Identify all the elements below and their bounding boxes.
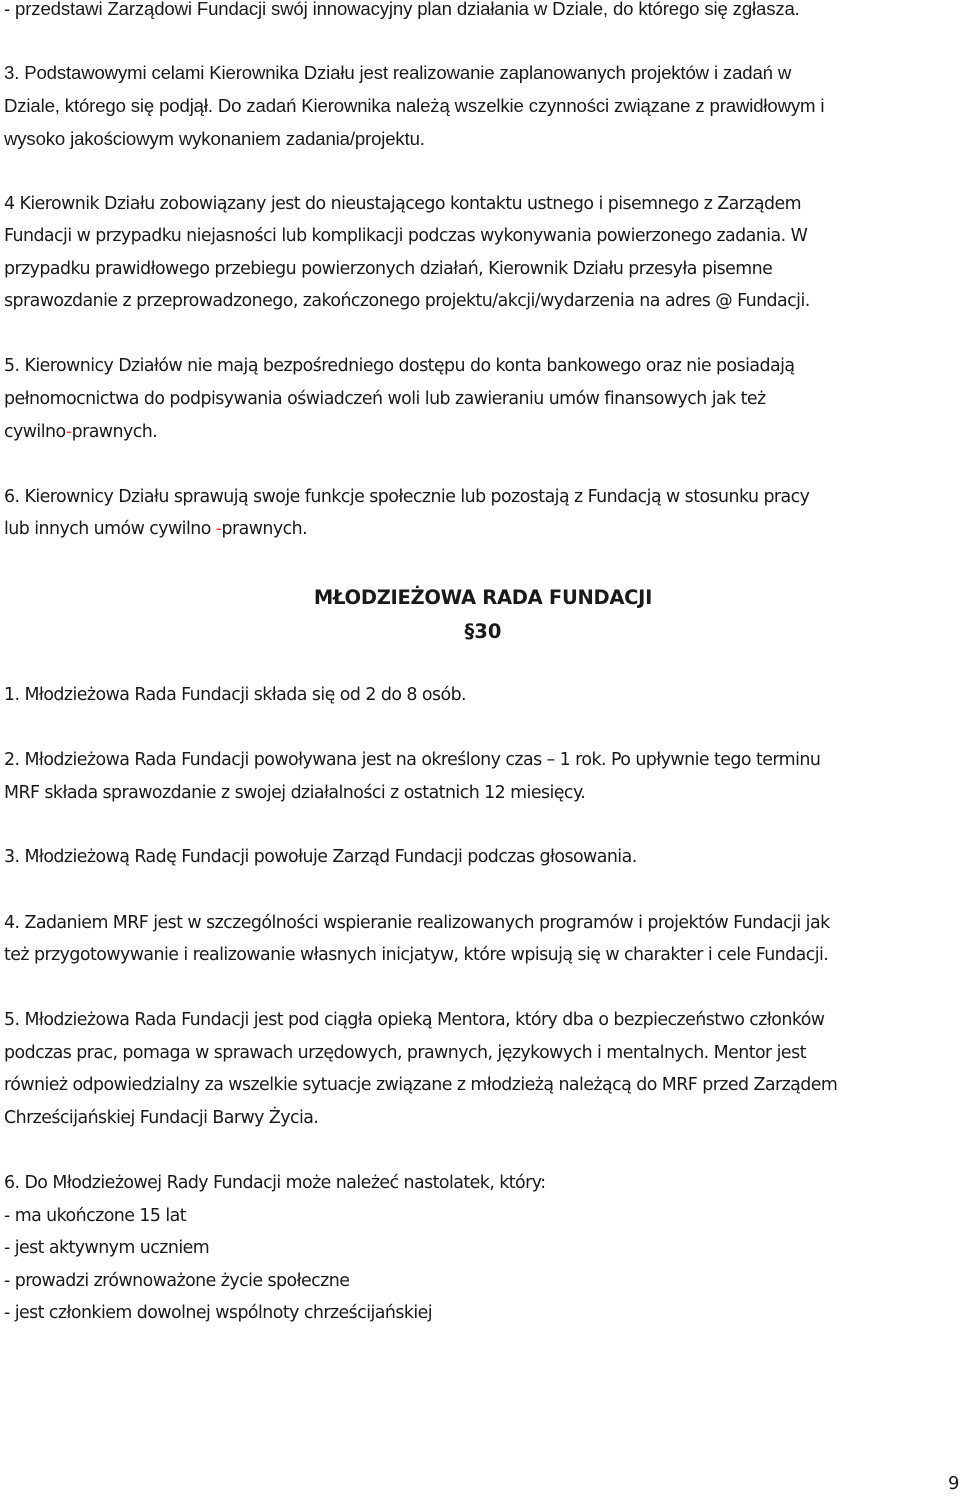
list-item: - prowadzi zrównoważone życie społeczne — [4, 1271, 350, 1291]
dept-point-5-line-1: 5. Kierownicy Działów nie mają bezpośredniego dostępu do konta bankowego oraz nie posiadają — [4, 356, 795, 376]
dept-point-4-line-2: Fundacji w przypadku niejasności lub komplikacji podczas wykonywania powierzonego zadania. W — [4, 226, 808, 246]
dept-point-4-line-4: sprawozdanie z przeprowadzonego, zakończonego projektu/akcji/wydarzenia na adres @ Fundacji. — [4, 291, 810, 311]
dept-point-2-tail: - przedstawi Zarządowi Fundacji swój innowacyjny plan działania w Dziale, do którego się zgłasza. — [4, 0, 800, 19]
section-paragraph-number: §30 — [464, 620, 502, 643]
list-item: - jest członkiem dowolnej wspólnoty chrześcijańskiej — [4, 1303, 433, 1323]
mrf-point-5-line-3: również odpowiedzialny za wszelkie sytuacje związane z młodzieżą należącą do MRF przed Zarządem — [4, 1075, 838, 1095]
dept-point-5-line-3 — [4, 422, 157, 442]
mrf-point-2-line-2: MRF składa sprawozdanie z swojej działalności z ostatnich 12 miesięcy. — [4, 783, 586, 803]
mrf-point-4-line-2: też przygotowywanie i realizowanie własnych inicjatyw, które wpisują się w charakter i cele Fundacji. — [4, 945, 829, 965]
mrf-point-5-line-4: Chrześcijańskiej Fundacji Barwy Życia. — [4, 1108, 319, 1128]
mrf-point-5-line-1: 5. Młodzieżowa Rada Fundacji jest pod ciągła opieką Mentora, który dba o bezpieczeństwo członków — [4, 1010, 825, 1030]
mrf-point-5-line-2: podczas prac, pomaga w sprawach urzędowych, prawnych, językowych i mentalnych. Mentor jest — [4, 1043, 806, 1063]
dept-point-5-line-2: pełnomocnictwa do podpisywania oświadczeń woli lub zawieraniu umów finansowych jak też — [4, 389, 766, 409]
dept-point-3-line-2: Dziale, którego się podjął. Do zadań Kierownika należą wszelkie czynności związane z prawidłowym i — [4, 95, 825, 116]
page-number: 9 — [948, 1473, 960, 1494]
dept-point-5-word-a: cywilno — [4, 422, 66, 442]
mrf-point-4-line-1: 4. Zadaniem MRF jest w szczególności wspieranie realizowanych programów i projektów Fundacji jak — [4, 913, 830, 933]
dept-point-5-word-b: prawnych. — [71, 422, 158, 442]
mrf-point-2-line-1: 2. Młodzieżowa Rada Fundacji powoływana jest na określony czas – 1 rok. Po upływnie tego terminu — [4, 750, 821, 770]
red-hyphen: - — [215, 519, 222, 539]
section-heading: MŁODZIEŻOWA RADA FUNDACJI — [313, 586, 653, 609]
mrf-point-1: 1. Młodzieżowa Rada Fundacji składa się od 2 do 8 osób. — [4, 685, 467, 705]
mrf-point-6-intro: 6. Do Młodzieżowej Rady Fundacji może należeć nastolatek, który: — [4, 1173, 546, 1193]
red-hyphen: - — [65, 422, 72, 442]
mrf-point-3: 3. Młodzieżową Radę Fundacji powołuje Zarząd Fundacji podczas głosowania. — [4, 847, 637, 867]
list-item: - ma ukończone 15 lat — [4, 1206, 187, 1226]
dept-point-3-line-3: wysoko jakościowym wykonaniem zadania/projektu. — [4, 128, 425, 149]
dept-point-6-part-a: lub innych umów cywilno — [4, 519, 216, 539]
dept-point-6-part-b: prawnych. — [221, 519, 308, 539]
dept-point-4-line-1: 4 Kierownik Działu zobowiązany jest do nieustającego kontaktu ustnego i pisemnego z Zarządem — [4, 194, 802, 214]
dept-point-6-line-1: 6. Kierownicy Działu sprawują swoje funkcje społecznie lub pozostają z Fundacją w stosunku pracy — [4, 487, 810, 507]
dept-point-6-line-2 — [4, 519, 307, 539]
dept-point-3-line-1: 3. Podstawowymi celami Kierownika Działu jest realizowanie zaplanowanych projektów i zadań w — [4, 62, 792, 83]
dept-point-4-line-3: przypadku prawidłowego przebiegu powierzonych działań, Kierownik Działu przesyła pisemne — [4, 259, 773, 279]
list-item: - jest aktywnym uczniem — [4, 1238, 210, 1258]
